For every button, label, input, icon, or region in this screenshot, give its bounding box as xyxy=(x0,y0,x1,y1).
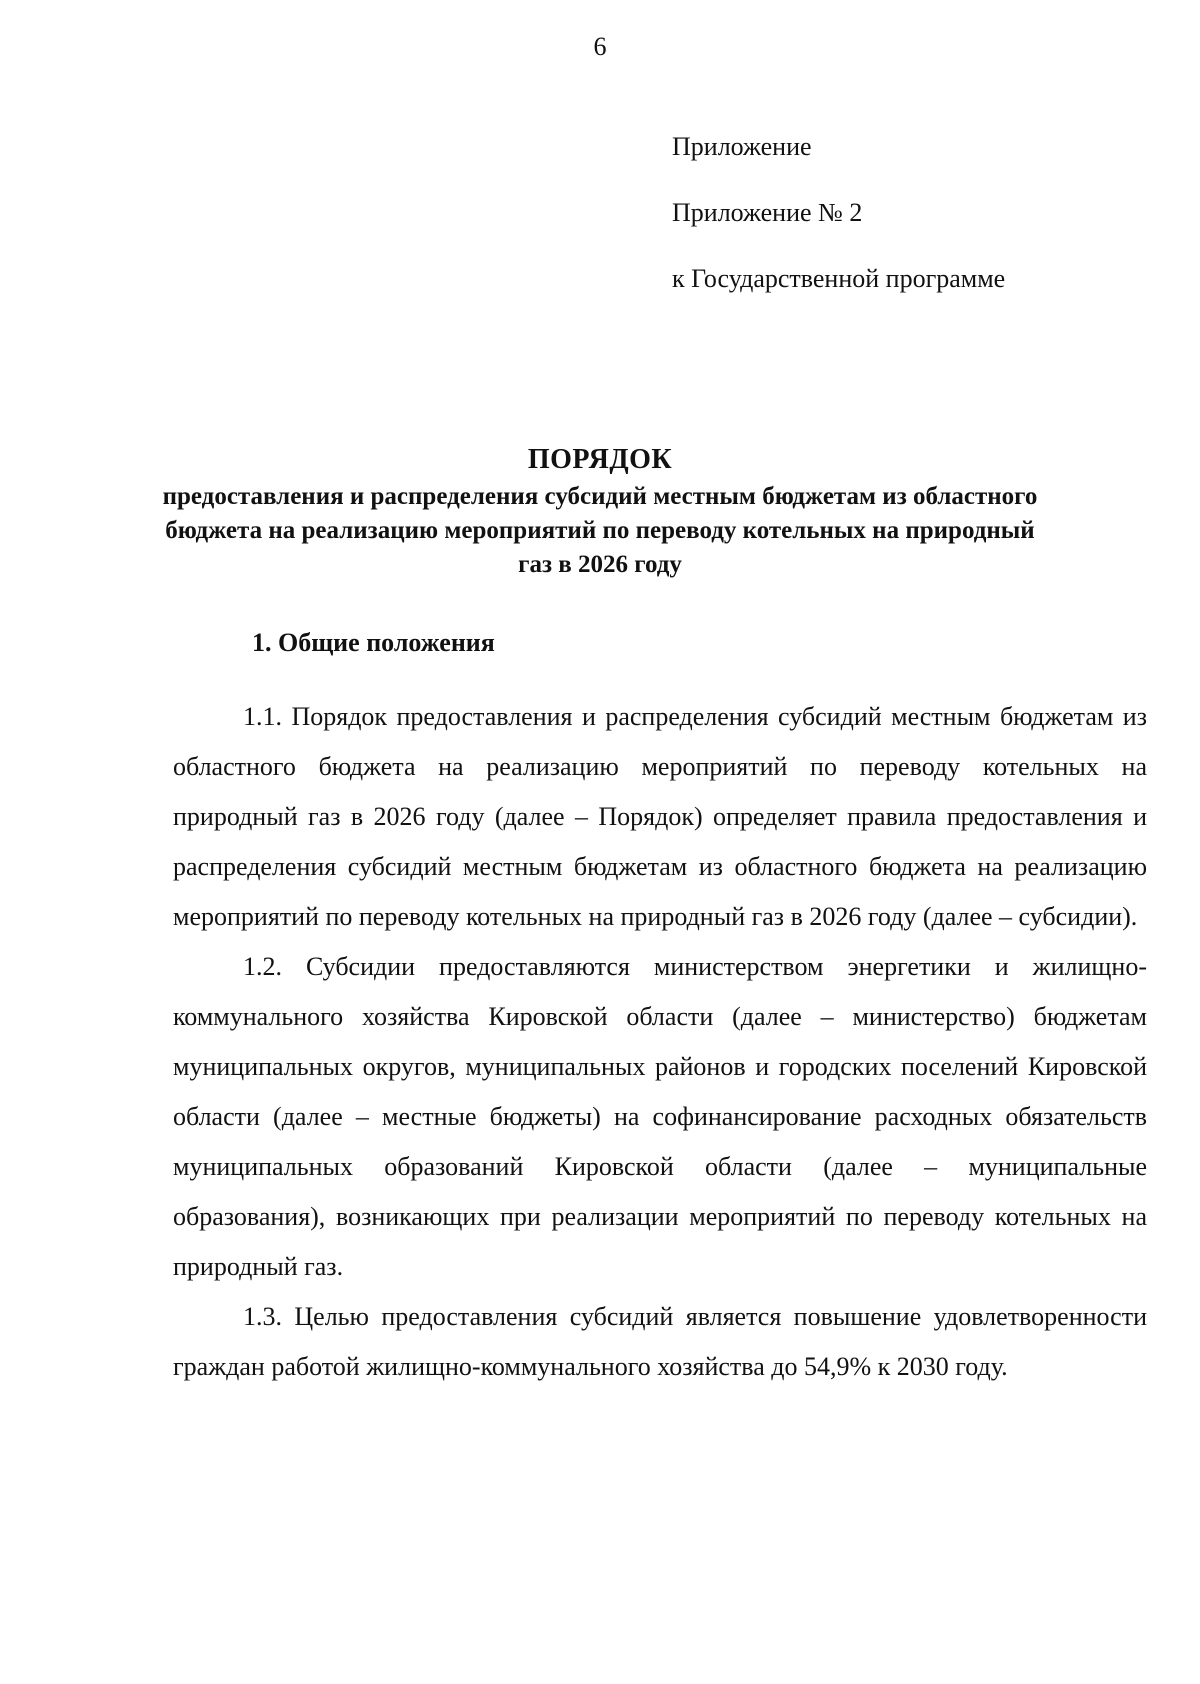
section-heading: 1. Общие положения xyxy=(252,628,495,657)
paragraph-1-2: 1.2. Субсидии предоставляются министерством энергетики и жилищно-коммунального хозяйства Кировской области (далее – министерство) бюджетам муниципальных округов, муниципальных районов и городских поселений Кировской области (далее – местные бюджеты) на софинансирование расходных обязательств муниципальных образований Кировской области (далее – муниципальные образования), возникающих при реализации мероприятий по переводу котельных на природный газ. xyxy=(173,952,1147,1281)
appendix-header xyxy=(672,130,1005,328)
appendix-line-3: к Государственной программе xyxy=(672,264,1006,293)
appendix-line-1: Приложение xyxy=(672,132,812,161)
paragraph-1-3: 1.3. Целью предоставления субсидий является повышение удовлетворенности граждан работой жилищно-коммунального хозяйства до 54,9% к 2030 году. xyxy=(173,1302,1147,1381)
document-body xyxy=(173,692,1147,1392)
page-number: 6 xyxy=(593,32,607,61)
paragraph-1-1: 1.1. Порядок предоставления и распределения субсидий местным бюджетам из областного бюджета на реализацию мероприятий по переводу котельных на природный газ в 2026 году (далее – Порядок) определяет правила предоставления и распределения субсидий местным бюджетам из областного бюджета на реализацию мероприятий по переводу котельных на природный газ в 2026 году (далее – субсидии). xyxy=(173,702,1147,931)
appendix-line-2: Приложение № 2 xyxy=(672,198,863,227)
document-subtitle: предоставления и распределения субсидий местным бюджетам из областного бюджета на реализацию мероприятий по переводу котельных на природный газ в 2026 году xyxy=(162,483,1038,578)
document-title-block xyxy=(150,440,1050,582)
document-title: ПОРЯДОК xyxy=(527,444,673,475)
